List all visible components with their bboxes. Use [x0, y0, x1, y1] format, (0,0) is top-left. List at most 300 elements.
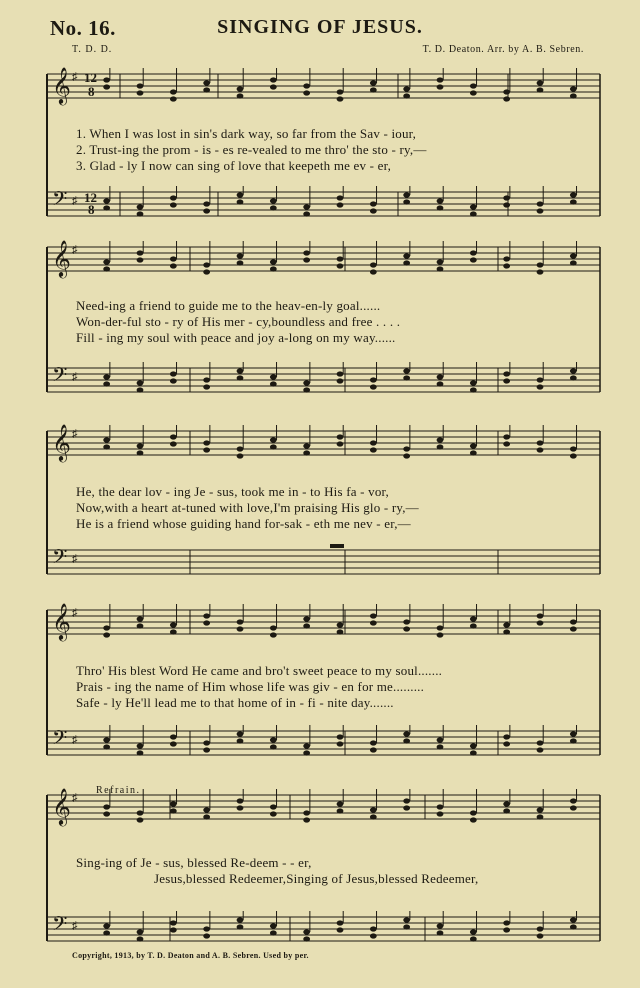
note-head — [403, 924, 410, 929]
note-head — [437, 930, 444, 935]
note-head — [403, 86, 410, 91]
note-head — [237, 446, 244, 451]
note-head — [570, 93, 577, 98]
note-head — [170, 734, 177, 739]
note-head — [170, 434, 177, 439]
note-head — [337, 808, 344, 813]
words-credit: T. D. D. — [72, 44, 113, 55]
note-head — [203, 740, 210, 745]
note-head — [303, 616, 310, 621]
note-head — [437, 84, 444, 89]
note-head — [337, 741, 344, 746]
note-head — [437, 737, 444, 742]
note-head — [370, 620, 377, 625]
note-head — [403, 93, 410, 98]
bass-clef: 𝄢 — [52, 363, 68, 391]
note-head — [437, 744, 444, 749]
note-head — [270, 374, 277, 379]
note-head — [503, 920, 510, 925]
note-head — [103, 77, 110, 82]
sharp-sign: ♯ — [72, 428, 78, 440]
note-head — [470, 250, 477, 255]
note-head — [370, 814, 377, 819]
bass-clef: 𝄢 — [52, 545, 68, 573]
note-head — [270, 930, 277, 935]
note-head — [270, 266, 277, 271]
sharp-sign: ♯ — [72, 792, 78, 804]
note-head — [303, 936, 310, 941]
note-head — [170, 927, 177, 932]
note-head — [103, 437, 110, 442]
note-head — [337, 96, 344, 101]
sharp-sign: ♯ — [72, 71, 78, 83]
note-head — [103, 804, 110, 809]
note-head — [403, 805, 410, 810]
note-head — [570, 253, 577, 258]
note-head — [370, 613, 377, 618]
note-head — [237, 805, 244, 810]
note-head — [303, 204, 310, 209]
note-head — [137, 750, 144, 755]
note-head — [303, 817, 310, 822]
note-head — [370, 262, 377, 267]
note-head — [570, 805, 577, 810]
sharp-sign: ♯ — [72, 553, 78, 565]
sharp-sign: ♯ — [72, 734, 78, 746]
note-head — [337, 195, 344, 200]
note-head — [537, 208, 544, 213]
note-head — [237, 626, 244, 631]
note-head — [237, 368, 244, 373]
note-head — [370, 747, 377, 752]
note-head — [303, 211, 310, 216]
note-head — [303, 83, 310, 88]
treble-clef: 𝄞 — [52, 239, 71, 277]
note-head — [470, 83, 477, 88]
note-head — [370, 440, 377, 445]
note-head — [203, 269, 210, 274]
note-head — [437, 259, 444, 264]
note-head — [103, 259, 110, 264]
note-head — [570, 731, 577, 736]
note-head — [170, 89, 177, 94]
note-head — [103, 923, 110, 928]
note-head — [170, 741, 177, 746]
note-head — [137, 616, 144, 621]
note-head — [203, 613, 210, 618]
note-head — [537, 447, 544, 452]
note-head — [403, 253, 410, 258]
note-head — [170, 622, 177, 627]
note-head — [337, 927, 344, 932]
lyric-line: Won-der-ful sto - ry of His mer - cy,boundless and free . . . . — [76, 314, 401, 329]
note-head — [403, 626, 410, 631]
note-head — [470, 623, 477, 628]
lyric-line: Safe - ly He'll lead me to that home of in - fi - nite day....... — [76, 695, 394, 710]
note-head — [537, 377, 544, 382]
note-head — [370, 201, 377, 206]
note-head — [270, 84, 277, 89]
time-signature: 12 — [84, 190, 97, 205]
note-head — [403, 619, 410, 624]
note-head — [537, 384, 544, 389]
note-head — [537, 613, 544, 618]
note-head — [303, 257, 310, 262]
note-head — [370, 87, 377, 92]
note-head — [570, 738, 577, 743]
note-head — [370, 377, 377, 382]
note-head — [370, 447, 377, 452]
note-head — [237, 731, 244, 736]
note-head — [137, 90, 144, 95]
note-head — [103, 374, 110, 379]
note-head — [570, 375, 577, 380]
note-head — [170, 808, 177, 813]
note-head — [237, 375, 244, 380]
note-head — [503, 202, 510, 207]
note-head — [237, 253, 244, 258]
note-head — [103, 625, 110, 630]
note-head — [437, 811, 444, 816]
note-head — [137, 936, 144, 941]
note-head — [503, 441, 510, 446]
note-head — [237, 199, 244, 204]
note-head — [103, 811, 110, 816]
note-head — [137, 743, 144, 748]
note-head — [403, 798, 410, 803]
treble-clef: 𝄞 — [52, 66, 71, 104]
note-head — [570, 86, 577, 91]
bass-clef: 𝄢 — [52, 726, 68, 754]
note-head — [270, 205, 277, 210]
note-head — [570, 798, 577, 803]
note-head — [103, 205, 110, 210]
note-head — [470, 929, 477, 934]
note-head — [503, 741, 510, 746]
note-head — [270, 632, 277, 637]
note-head — [503, 734, 510, 739]
note-head — [170, 629, 177, 634]
note-head — [437, 77, 444, 82]
lyric-line: Thro' His blest Word He came and bro't sweet peace to my soul....... — [76, 663, 443, 678]
note-head — [470, 743, 477, 748]
note-head — [203, 384, 210, 389]
note-head — [503, 263, 510, 268]
treble-clef: 𝄞 — [52, 423, 71, 461]
note-head — [537, 620, 544, 625]
note-head — [337, 622, 344, 627]
note-head — [137, 810, 144, 815]
sharp-sign: ♯ — [72, 607, 78, 619]
note-head — [437, 625, 444, 630]
note-head — [303, 387, 310, 392]
note-head — [237, 798, 244, 803]
note-head — [237, 93, 244, 98]
note-head — [103, 737, 110, 742]
lyric-line: Jesus,blessed Redeemer,Singing of Jesus,blessed Redeemer, — [154, 871, 479, 886]
note-head — [170, 256, 177, 261]
lyric-line: 1. When I was lost in sin's dark way, so far from the Sav - iour, — [76, 126, 417, 141]
note-head — [370, 807, 377, 812]
note-head — [137, 257, 144, 262]
note-head — [337, 89, 344, 94]
note-head — [537, 747, 544, 752]
note-head — [337, 378, 344, 383]
note-head — [503, 378, 510, 383]
note-head — [503, 434, 510, 439]
note-head — [570, 260, 577, 265]
note-head — [303, 929, 310, 934]
note-head — [470, 750, 477, 755]
note-head — [370, 80, 377, 85]
note-head — [270, 625, 277, 630]
note-head — [303, 443, 310, 448]
note-head — [403, 917, 410, 922]
time-signature: 8 — [88, 202, 95, 217]
note-head — [537, 80, 544, 85]
note-head — [470, 380, 477, 385]
note-head — [503, 808, 510, 813]
note-head — [103, 744, 110, 749]
note-head — [237, 260, 244, 265]
bass-clef: 𝄢 — [52, 187, 68, 215]
note-head — [503, 371, 510, 376]
note-head — [537, 87, 544, 92]
note-head — [137, 380, 144, 385]
note-head — [203, 377, 210, 382]
note-head — [437, 444, 444, 449]
sharp-sign: ♯ — [72, 920, 78, 932]
note-head — [137, 929, 144, 934]
note-head — [403, 738, 410, 743]
lyric-line: He, the dear lov - ing Je - sus, took me in - to His fa - vor, — [76, 484, 389, 499]
note-head — [503, 622, 510, 627]
treble-clef: 𝄞 — [52, 602, 71, 640]
note-head — [470, 211, 477, 216]
note-head — [103, 266, 110, 271]
note-head — [203, 814, 210, 819]
note-head — [570, 446, 577, 451]
note-head — [470, 450, 477, 455]
note-head — [103, 381, 110, 386]
note-head — [537, 933, 544, 938]
note-head — [303, 380, 310, 385]
note-head — [403, 199, 410, 204]
note-head — [570, 199, 577, 204]
note-head — [103, 930, 110, 935]
whole-rest — [330, 544, 344, 548]
note-head — [170, 202, 177, 207]
note-head — [503, 256, 510, 261]
note-head — [503, 96, 510, 101]
note-head — [370, 926, 377, 931]
note-head — [503, 801, 510, 806]
note-head — [337, 801, 344, 806]
note-head — [537, 814, 544, 819]
note-head — [470, 817, 477, 822]
note-head — [270, 744, 277, 749]
note-head — [537, 269, 544, 274]
treble-clef: 𝄞 — [52, 787, 71, 825]
note-head — [237, 738, 244, 743]
note-head — [437, 923, 444, 928]
note-head — [170, 920, 177, 925]
note-head — [370, 384, 377, 389]
note-head — [303, 623, 310, 628]
note-head — [270, 77, 277, 82]
note-head — [237, 192, 244, 197]
note-head — [170, 441, 177, 446]
lyric-line: Need-ing a friend to guide me to the heav-en-ly goal...... — [76, 298, 381, 313]
hymn-title: SINGING OF JESUS. — [217, 16, 423, 38]
note-head — [170, 801, 177, 806]
note-head — [370, 933, 377, 938]
note-head — [103, 198, 110, 203]
sharp-sign: ♯ — [72, 195, 78, 207]
lyric-line: Sing-ing of Je - sus, blessed Re-deem - - er, — [76, 855, 312, 870]
note-head — [470, 90, 477, 95]
note-head — [203, 208, 210, 213]
note-head — [537, 201, 544, 206]
note-head — [437, 804, 444, 809]
note-head — [537, 262, 544, 267]
lyric-line: He is a friend whose guiding hand for-sak - eth me nev - er,— — [76, 516, 411, 531]
note-head — [270, 259, 277, 264]
note-head — [203, 262, 210, 267]
copyright-notice: Copyright, 1913, by T. D. Deaton and A. B. Sebren. Used by per. — [72, 951, 309, 960]
note-head — [137, 211, 144, 216]
note-head — [337, 441, 344, 446]
note-head — [337, 263, 344, 268]
note-head — [170, 371, 177, 376]
music-credit: T. D. Deaton. Arr. by A. B. Sebren. — [422, 44, 584, 55]
note-head — [203, 747, 210, 752]
refrain-label: Refrain. — [96, 785, 141, 796]
note-head — [270, 737, 277, 742]
sharp-sign: ♯ — [72, 244, 78, 256]
note-head — [237, 619, 244, 624]
note-head — [237, 917, 244, 922]
note-head — [203, 201, 210, 206]
lyric-line: 3. Glad - ly I now can sing of love that keepeth me ev - er, — [76, 158, 392, 173]
note-head — [270, 444, 277, 449]
note-head — [537, 440, 544, 445]
note-head — [170, 195, 177, 200]
note-head — [303, 90, 310, 95]
note-head — [137, 443, 144, 448]
note-head — [237, 453, 244, 458]
note-head — [570, 626, 577, 631]
note-head — [203, 620, 210, 625]
lyric-line: Fill - ing my soul with peace and joy a-long on my way...... — [76, 330, 396, 345]
note-head — [137, 83, 144, 88]
note-head — [137, 250, 144, 255]
note-head — [470, 810, 477, 815]
note-head — [270, 381, 277, 386]
note-head — [337, 734, 344, 739]
note-head — [137, 450, 144, 455]
note-head — [437, 205, 444, 210]
note-head — [570, 453, 577, 458]
note-head — [203, 87, 210, 92]
bass-clef: 𝄢 — [52, 912, 68, 940]
note-head — [570, 368, 577, 373]
note-head — [137, 623, 144, 628]
lyric-line: Prais - ing the name of Him whose life was giv - en for me......... — [76, 679, 425, 694]
note-head — [470, 257, 477, 262]
note-head — [537, 926, 544, 931]
note-head — [370, 208, 377, 213]
note-head — [570, 917, 577, 922]
note-head — [537, 807, 544, 812]
note-head — [403, 260, 410, 265]
note-head — [470, 936, 477, 941]
note-head — [137, 204, 144, 209]
note-head — [470, 387, 477, 392]
note-head — [403, 731, 410, 736]
note-head — [570, 192, 577, 197]
note-head — [570, 619, 577, 624]
note-head — [437, 266, 444, 271]
note-head — [170, 96, 177, 101]
note-head — [337, 202, 344, 207]
note-head — [370, 740, 377, 745]
note-head — [537, 740, 544, 745]
note-head — [403, 375, 410, 380]
note-head — [137, 387, 144, 392]
note-head — [203, 447, 210, 452]
note-head — [437, 632, 444, 637]
note-head — [170, 378, 177, 383]
note-head — [470, 616, 477, 621]
note-head — [103, 444, 110, 449]
note-head — [270, 923, 277, 928]
note-head — [503, 89, 510, 94]
note-head — [570, 924, 577, 929]
note-head — [103, 84, 110, 89]
note-head — [270, 437, 277, 442]
note-head — [303, 743, 310, 748]
note-head — [403, 368, 410, 373]
note-head — [337, 920, 344, 925]
note-head — [503, 629, 510, 634]
note-head — [403, 453, 410, 458]
note-head — [303, 750, 310, 755]
note-head — [437, 437, 444, 442]
note-head — [503, 927, 510, 932]
note-head — [337, 256, 344, 261]
note-head — [337, 434, 344, 439]
note-head — [403, 192, 410, 197]
note-head — [437, 198, 444, 203]
note-head — [270, 811, 277, 816]
note-head — [137, 817, 144, 822]
note-head — [103, 632, 110, 637]
note-head — [270, 198, 277, 203]
note-head — [203, 80, 210, 85]
note-head — [437, 381, 444, 386]
note-head — [370, 269, 377, 274]
note-head — [303, 810, 310, 815]
note-head — [337, 629, 344, 634]
note-head — [503, 195, 510, 200]
time-signature: 12 — [84, 70, 97, 85]
sharp-sign: ♯ — [72, 371, 78, 383]
note-head — [403, 446, 410, 451]
note-head — [437, 374, 444, 379]
lyric-line: 2. Trust-ing the prom - is - es re-vealed to me thro' the sto - ry,— — [76, 142, 427, 157]
note-head — [237, 86, 244, 91]
